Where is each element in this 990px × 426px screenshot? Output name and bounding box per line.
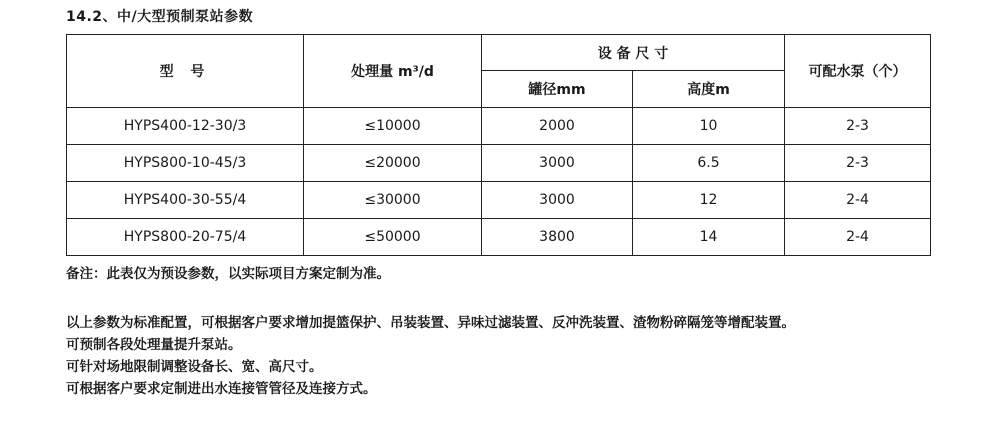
header-pumps: 可配水泵（个） bbox=[785, 35, 931, 108]
note-line: 可预制各段处理量提升泵站。 bbox=[66, 337, 242, 353]
cell-model: HYPS400-30-55/4 bbox=[67, 182, 304, 219]
cell-diameter: 2000 bbox=[482, 108, 633, 145]
table-remark: 备注：此表仅为预设参数，以实际项目方案定制为准。 bbox=[66, 266, 390, 282]
cell-capacity: ≤20000 bbox=[304, 145, 482, 182]
cell-pumps: 2-3 bbox=[785, 108, 931, 145]
cell-pumps: 2-4 bbox=[785, 219, 931, 256]
section-title: 14.2、中/大型预制泵站参数 bbox=[66, 9, 254, 25]
note-line: 可根据客户要求定制进出水连接管管径及连接方式。 bbox=[66, 381, 377, 397]
table-row bbox=[67, 145, 931, 182]
cell-diameter: 3000 bbox=[482, 145, 633, 182]
cell-height: 12 bbox=[633, 182, 785, 219]
cell-capacity: ≤10000 bbox=[304, 108, 482, 145]
pump-station-parameter-table bbox=[66, 34, 931, 256]
cell-model: HYPS800-10-45/3 bbox=[67, 145, 304, 182]
cell-diameter: 3000 bbox=[482, 182, 633, 219]
cell-capacity: ≤30000 bbox=[304, 182, 482, 219]
cell-capacity: ≤50000 bbox=[304, 219, 482, 256]
note-line: 以上参数为标准配置，可根据客户要求增加提篮保护、吊装装置、异味过滤装置、反冲洗装置、渣物粉碎隔笼等增配装置。 bbox=[66, 315, 795, 331]
cell-height: 10 bbox=[633, 108, 785, 145]
header-height: 高度m bbox=[633, 71, 785, 108]
table-row bbox=[67, 182, 931, 219]
header-equipment-size: 设 备 尺 寸 bbox=[482, 35, 785, 71]
cell-height: 14 bbox=[633, 219, 785, 256]
cell-diameter: 3800 bbox=[482, 219, 633, 256]
cell-height: 6.5 bbox=[633, 145, 785, 182]
table-row bbox=[67, 219, 931, 256]
note-line: 可针对场地限制调整设备长、宽、高尺寸。 bbox=[66, 359, 323, 375]
header-tank-diameter: 罐径mm bbox=[482, 71, 633, 108]
header-capacity: 处理量 m³/d bbox=[304, 35, 482, 108]
header-model: 型 号 bbox=[67, 35, 304, 108]
table-row bbox=[67, 108, 931, 145]
cell-model: HYPS800-20-75/4 bbox=[67, 219, 304, 256]
cell-pumps: 2-4 bbox=[785, 182, 931, 219]
cell-model: HYPS400-12-30/3 bbox=[67, 108, 304, 145]
cell-pumps: 2-3 bbox=[785, 145, 931, 182]
